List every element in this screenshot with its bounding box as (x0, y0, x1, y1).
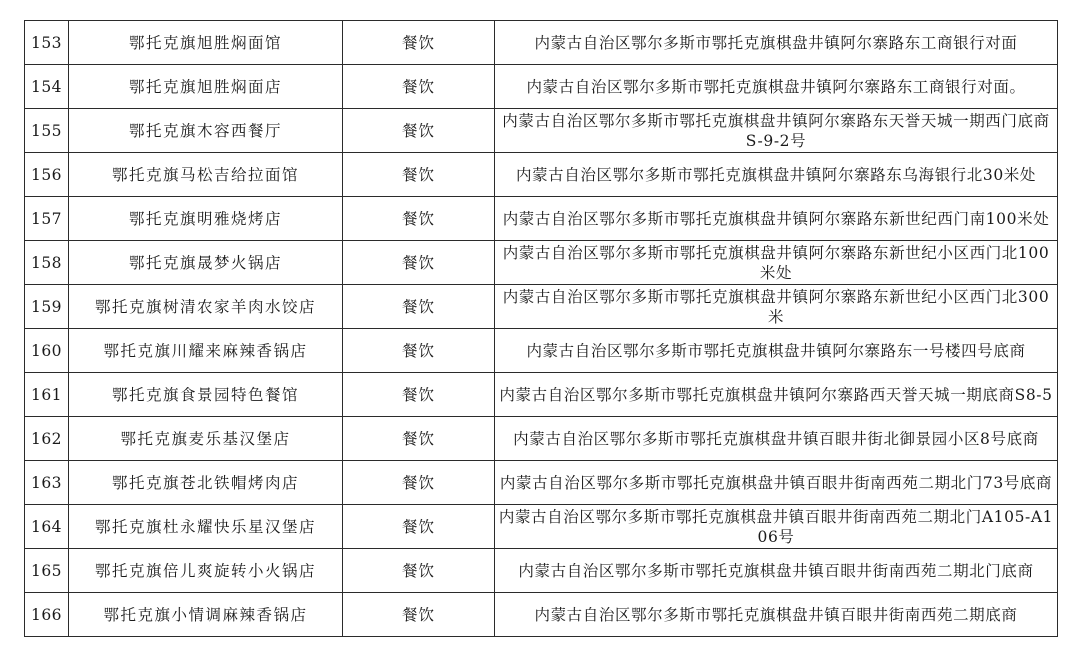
table-row (25, 461, 1058, 505)
business-name: 鄂托克旗旭胜焖面店 (69, 65, 343, 109)
row-number: 165 (25, 549, 69, 593)
business-address: 内蒙古自治区鄂尔多斯市鄂托克旗棋盘井镇百眼井街北御景园小区8号底商 (495, 417, 1058, 461)
business-name: 鄂托克旗小情调麻辣香锅店 (69, 593, 343, 637)
row-number: 155 (25, 109, 69, 153)
business-address: 内蒙古自治区鄂尔多斯市鄂托克旗棋盘井镇百眼井街南西苑二期北门底商 (495, 549, 1058, 593)
table-row (25, 285, 1058, 329)
row-number: 157 (25, 197, 69, 241)
table-row (25, 197, 1058, 241)
business-address: 内蒙古自治区鄂尔多斯市鄂托克旗棋盘井镇阿尔寨路东一号楼四号底商 (495, 329, 1058, 373)
table-row (25, 21, 1058, 65)
business-type: 餐饮 (343, 505, 495, 549)
business-address: 内蒙古自治区鄂尔多斯市鄂托克旗棋盘井镇阿尔寨路西天誉天城一期底商S8-5 (495, 373, 1058, 417)
table-row (25, 417, 1058, 461)
business-address: 内蒙古自治区鄂尔多斯市鄂托克旗棋盘井镇百眼井街南西苑二期北门73号底商 (495, 461, 1058, 505)
business-name: 鄂托克旗晟梦火锅店 (69, 241, 343, 285)
row-number: 166 (25, 593, 69, 637)
business-name: 鄂托克旗苍北铁帽烤肉店 (69, 461, 343, 505)
business-name: 鄂托克旗川耀来麻辣香锅店 (69, 329, 343, 373)
row-number: 159 (25, 285, 69, 329)
business-name: 鄂托克旗旭胜焖面馆 (69, 21, 343, 65)
row-number: 154 (25, 65, 69, 109)
row-number: 162 (25, 417, 69, 461)
business-type: 餐饮 (343, 285, 495, 329)
table-row (25, 65, 1058, 109)
business-type: 餐饮 (343, 549, 495, 593)
business-address: 内蒙古自治区鄂尔多斯市鄂托克旗棋盘井镇百眼井街南西苑二期底商 (495, 593, 1058, 637)
row-number: 160 (25, 329, 69, 373)
business-address: 内蒙古自治区鄂尔多斯市鄂托克旗棋盘井镇阿尔寨路东新世纪西门南100米处 (495, 197, 1058, 241)
row-number: 158 (25, 241, 69, 285)
business-name: 鄂托克旗杜永耀快乐星汉堡店 (69, 505, 343, 549)
business-address: 内蒙古自治区鄂尔多斯市鄂托克旗棋盘井镇阿尔寨路东乌海银行北30米处 (495, 153, 1058, 197)
table-row (25, 593, 1058, 637)
business-type: 餐饮 (343, 21, 495, 65)
table-row (25, 549, 1058, 593)
business-address: 内蒙古自治区鄂尔多斯市鄂托克旗棋盘井镇阿尔寨路东新世纪小区西门北300米 (495, 285, 1058, 329)
business-address: 内蒙古自治区鄂尔多斯市鄂托克旗棋盘井镇阿尔寨路东工商银行对面。 (495, 65, 1058, 109)
business-type: 餐饮 (343, 65, 495, 109)
table-row (25, 109, 1058, 153)
business-name: 鄂托克旗明雅烧烤店 (69, 197, 343, 241)
row-number: 156 (25, 153, 69, 197)
business-name: 鄂托克旗麦乐基汉堡店 (69, 417, 343, 461)
table-row (25, 153, 1058, 197)
business-address: 内蒙古自治区鄂尔多斯市鄂托克旗棋盘井镇阿尔寨路东天誉天城一期西门底商S-9-2号 (495, 109, 1058, 153)
business-name: 鄂托克旗马松吉给拉面馆 (69, 153, 343, 197)
business-address: 内蒙古自治区鄂尔多斯市鄂托克旗棋盘井镇阿尔寨路东工商银行对面 (495, 21, 1058, 65)
business-type: 餐饮 (343, 461, 495, 505)
business-type: 餐饮 (343, 241, 495, 285)
business-name: 鄂托克旗倍儿爽旋转小火锅店 (69, 549, 343, 593)
business-type: 餐饮 (343, 417, 495, 461)
business-type: 餐饮 (343, 153, 495, 197)
row-number: 161 (25, 373, 69, 417)
table-row (25, 373, 1058, 417)
business-name: 鄂托克旗树清农家羊肉水饺店 (69, 285, 343, 329)
table-body (25, 21, 1058, 637)
business-name: 鄂托克旗木容西餐厅 (69, 109, 343, 153)
business-name: 鄂托克旗食景园特色餐馆 (69, 373, 343, 417)
business-type: 餐饮 (343, 197, 495, 241)
business-type: 餐饮 (343, 329, 495, 373)
table-row (25, 241, 1058, 285)
business-address: 内蒙古自治区鄂尔多斯市鄂托克旗棋盘井镇百眼井街南西苑二期北门A105-A106号 (495, 505, 1058, 549)
business-list-page (24, 20, 1057, 637)
row-number: 164 (25, 505, 69, 549)
business-address: 内蒙古自治区鄂尔多斯市鄂托克旗棋盘井镇阿尔寨路东新世纪小区西门北100米处 (495, 241, 1058, 285)
business-type: 餐饮 (343, 593, 495, 637)
table-row (25, 505, 1058, 549)
business-type: 餐饮 (343, 109, 495, 153)
business-type: 餐饮 (343, 373, 495, 417)
row-number: 163 (25, 461, 69, 505)
business-table (24, 20, 1058, 637)
table-row (25, 329, 1058, 373)
row-number: 153 (25, 21, 69, 65)
